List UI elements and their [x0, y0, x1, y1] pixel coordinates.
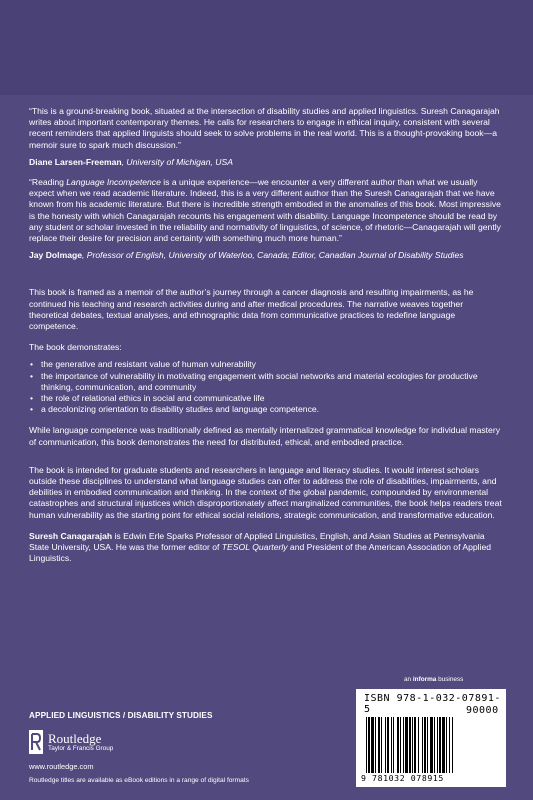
back-cover-text — [29, 106, 505, 565]
barcode-bars — [364, 717, 498, 773]
journal-name: TESOL Quarterly — [221, 542, 288, 553]
price-code: 90000 — [466, 705, 499, 716]
barcode-stripe — [403, 717, 404, 773]
barcode-stripe — [437, 717, 438, 773]
barcode-stripe — [371, 717, 374, 773]
barcode-stripe — [427, 717, 428, 773]
demonstrates-list — [29, 359, 505, 415]
barcode-stripe — [393, 717, 394, 773]
list-item: • the role of relational ethics in social and communicative life — [41, 393, 505, 404]
author-bio — [29, 531, 493, 565]
barcode-stripe — [381, 717, 382, 773]
quote-text: “Reading — [29, 177, 67, 188]
barcode-stripe — [387, 717, 389, 773]
ebook-note: Routledge titles are available as eBook editions in a range of digital formats — [29, 777, 249, 784]
barcode-stripe — [409, 717, 411, 773]
description-contrast: While language competence was traditionally defined as mentally internalized grammatical knowledge for individual mastery of communication, this book demonstrates the need for distributed, ethical, and embodied practice. — [29, 425, 500, 447]
endorser-affiliation: , University of Michigan, USA — [121, 156, 233, 167]
publisher-block — [29, 711, 329, 784]
list-item: • the importance of vulnerability in motivating engagement with social networks and material ecologies for productive thinking, communication, and community — [41, 371, 505, 393]
barcode-stripe — [422, 717, 423, 773]
quote-text: is a unique experience—we encounter a very different author than what we usually expect when we read academic literature. Indeed, this is a very different author than the Suresh Canagarajah that we have known from his academic literature. But there is incredible strength embodied in the anomalies of this book. Most impressive is the honesty with which Canagarajah recounts his engagement with disability. Language Incompetence should be read by any student or scholar invested in the reliability and normativity of linguistics, of science, of rhetoric—Canagarajah will gently replace their desire for precision and certainty with something much more human.” — [29, 177, 501, 244]
barcode-stripe — [430, 717, 433, 773]
barcode-stripe — [414, 717, 416, 773]
demonstrates-lead: The book demonstrates: — [29, 342, 122, 353]
barcode-stripe — [449, 717, 450, 773]
endorsement-attribution-1 — [29, 157, 505, 168]
publisher-website[interactable]: www.routledge.com — [29, 762, 94, 771]
description-intro: This book is framed as a memoir of the author’s journey through a cancer diagnosis and resulting impairments, as he continued his teaching and research activities during and after medical procedures. The narrative weaves together theoretical debates, textual analyses, and ethnographic data from communicative practices to redefine language competence. — [29, 287, 474, 332]
barcode-stripe — [385, 717, 386, 773]
barcode-stripe — [366, 717, 367, 773]
endorsement-quote-2 — [29, 177, 505, 244]
list-item: • the generative and resistant value of human vulnerability — [41, 359, 505, 370]
barcode-stripe — [405, 717, 408, 773]
barcode-stripe — [378, 717, 380, 773]
barcode-stripe — [375, 717, 376, 773]
barcode-stripe — [434, 717, 435, 773]
endorser-name: Jay Dolmage — [29, 250, 83, 261]
barcode-digits: 9 781032 078915 — [361, 773, 444, 783]
informa-business-tag: an informa business — [404, 676, 464, 683]
author-name: Suresh Canagarajah — [29, 530, 113, 541]
top-band — [0, 0, 533, 95]
endorser-affiliation: , Professor of English, University of Waterloo, Canada; Editor, Canadian Journal of Disability Studies — [82, 250, 464, 261]
barcode-stripe — [446, 717, 447, 773]
barcode-stripe — [391, 717, 392, 773]
barcode-stripe — [412, 717, 413, 773]
barcode-stripe — [418, 717, 419, 773]
publisher-name: Routledge — [48, 730, 102, 746]
book-title-italic: Language Incompetence — [66, 177, 161, 188]
bio-text: is Edwin Erle Sparks Professor of Applied Linguistics, English, and Asian Studies at Pennsylvania State University, USA. He was the former editor of — [29, 530, 485, 553]
endorsement-quote-1: “This is a ground-breaking book, situated at the intersection of disability studies and applied linguistics. Suresh Canagarajah writes about important contemporary themes. He calls for researchers to engage in ethical inquiry, consistent with several recent reminders that applied linguists should seek to solve problems in the real world. This is a thought-provoking book—a memoir sure to spark much discussion.” — [29, 106, 500, 150]
subject-category: APPLIED LINGUISTICS / DISABILITY STUDIES — [29, 711, 213, 720]
barcode-stripe — [442, 717, 445, 773]
barcode-stripe — [368, 717, 370, 773]
routledge-logo-icon — [29, 730, 43, 754]
publisher-group: Taylor & Francis Group — [48, 744, 114, 752]
description-audience: The book is intended for graduate students and researchers in language and literacy studies. It would interest scholars outside these disciplines to understand what language studies can offer to address the role of disabilities, impairments, and debilities in embodied communication and thinking. In the context of the global pandemic, compounded by environmental catastrophes and structural injustices which disproportionately affect marginalized communities, the book helps readers treat human vulnerability as the starting point for ethical social relations, strategic communication, and transformative education. — [29, 464, 502, 520]
barcode-stripe — [424, 717, 426, 773]
endorser-name: Diane Larsen-Freeman — [29, 156, 122, 167]
barcode-stripe — [397, 717, 399, 773]
isbn-barcode — [356, 689, 506, 787]
endorsement-attribution-2 — [29, 250, 505, 261]
barcode-stripe — [400, 717, 401, 773]
isbn-number: ISBN 978-1-032-07891-5 — [364, 693, 501, 715]
bio-text: and President of the American Association of Applied Linguistics. — [29, 542, 492, 564]
barcode-stripe — [452, 717, 453, 773]
routledge-logo — [29, 730, 329, 754]
barcode-stripe — [439, 717, 441, 773]
list-item: • a decolonizing orientation to disability studies and language competence. — [41, 404, 505, 415]
